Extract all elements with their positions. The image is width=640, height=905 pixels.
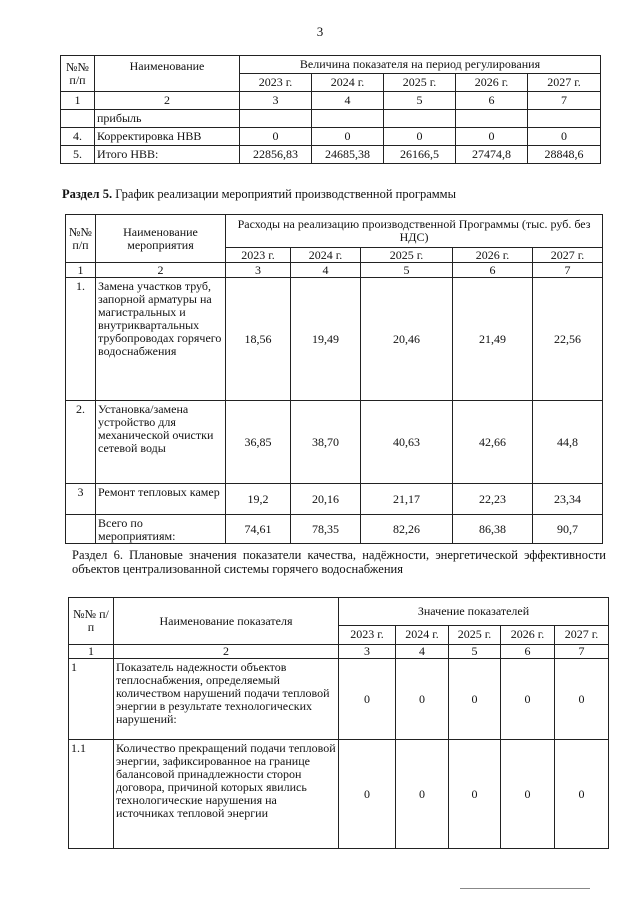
row-value: 0: [456, 128, 528, 146]
year-2026: 2026 г.: [456, 74, 528, 92]
col-number: 4: [396, 645, 449, 659]
row-value: [384, 110, 456, 128]
section-5-text: График реализации мероприятий производственной программы: [115, 187, 456, 201]
year-2027: 2027 г.: [528, 74, 601, 92]
header-values: Значение показателей: [339, 598, 609, 626]
header-period: Величина показателя на период регулирования: [240, 56, 601, 74]
row-value: 22856,83: [240, 146, 312, 164]
table-row: [66, 278, 603, 401]
table-row: [61, 110, 601, 128]
row-value: 24685,38: [312, 146, 384, 164]
row-value: 0: [240, 128, 312, 146]
row-number: 2.: [66, 401, 96, 484]
column-numbers-row: [69, 645, 609, 659]
col-number: 7: [528, 92, 601, 110]
year-2023: 2023 г.: [240, 74, 312, 92]
row-value: 90,7: [533, 515, 603, 544]
row-number: 3: [66, 484, 96, 515]
header-name: Наименование: [95, 56, 240, 92]
year-2025: 2025 г.: [361, 248, 453, 263]
year-2026: 2026 г.: [501, 625, 555, 644]
col-number: 7: [533, 263, 603, 278]
year-2025: 2025 г.: [449, 625, 501, 644]
row-name: Итого НВВ:: [95, 146, 240, 164]
col-number: 1: [69, 645, 114, 659]
col-number: 3: [226, 263, 291, 278]
table-row: [61, 128, 601, 146]
quality-indicators-table: [68, 597, 609, 849]
row-value: 0: [339, 740, 396, 849]
col-number: 4: [312, 92, 384, 110]
section-5-label: Раздел 5.: [62, 187, 113, 201]
regulation-values-table: [60, 55, 601, 164]
row-name: Показатель надежности объектов теплоснабжения, определяемый количеством нарушений подачи тепловой энергии в результате технологических нарушений:: [114, 659, 339, 740]
year-2026: 2026 г.: [453, 248, 533, 263]
row-value: 44,8: [533, 401, 603, 484]
year-2024: 2024 г.: [396, 625, 449, 644]
section-5-title: [62, 187, 622, 201]
row-value: 0: [449, 659, 501, 740]
row-value: 27474,8: [456, 146, 528, 164]
row-value: 42,66: [453, 401, 533, 484]
column-numbers-row: [66, 263, 603, 278]
col-number: 6: [456, 92, 528, 110]
row-number: 1.: [66, 278, 96, 401]
row-value: 0: [501, 659, 555, 740]
row-value: 19,2: [226, 484, 291, 515]
table-row-total: [61, 146, 601, 164]
col-number: 7: [555, 645, 609, 659]
row-number: 4.: [61, 128, 95, 146]
row-name: прибыль: [95, 110, 240, 128]
year-2025: 2025 г.: [384, 74, 456, 92]
row-value: 18,56: [226, 278, 291, 401]
row-value: 40,63: [361, 401, 453, 484]
row-value: 36,85: [226, 401, 291, 484]
row-number: [61, 110, 95, 128]
row-value: 21,49: [453, 278, 533, 401]
row-value: 86,38: [453, 515, 533, 544]
page-number: 3: [316, 24, 324, 39]
row-value: 0: [449, 740, 501, 849]
col-number: 3: [240, 92, 312, 110]
row-value: [240, 110, 312, 128]
row-value: 74,61: [226, 515, 291, 544]
row-value: 22,56: [533, 278, 603, 401]
year-2027: 2027 г.: [555, 625, 609, 644]
row-value: [312, 110, 384, 128]
col-number: 1: [61, 92, 95, 110]
col-number: 2: [95, 92, 240, 110]
row-value: 0: [384, 128, 456, 146]
row-value: 22,23: [453, 484, 533, 515]
header-number: №№ п/п: [61, 56, 95, 92]
row-value: 78,35: [291, 515, 361, 544]
row-value: 26166,5: [384, 146, 456, 164]
header-name: Наименование мероприятия: [96, 215, 226, 263]
row-value: 82,26: [361, 515, 453, 544]
header-number: №№ п/п: [69, 598, 114, 645]
row-value: 20,46: [361, 278, 453, 401]
row-value: 0: [396, 659, 449, 740]
row-value: 20,16: [291, 484, 361, 515]
row-value: 0: [555, 659, 609, 740]
row-value: 28848,6: [528, 146, 601, 164]
year-2024: 2024 г.: [312, 74, 384, 92]
col-number: 4: [291, 263, 361, 278]
year-2027: 2027 г.: [533, 248, 603, 263]
header-number: №№ п/п: [66, 215, 96, 263]
header-expenses: Расходы на реализацию производственной Программы (тыс. руб. без НДС): [226, 215, 603, 248]
col-number: 5: [384, 92, 456, 110]
column-numbers-row: [61, 92, 601, 110]
row-name: Количество прекращений подачи тепловой энергии, зафиксированное на границе балансовой принадлежности сторон договора, причиной которых явились технологические нарушения на источниках тепловой энергии: [114, 740, 339, 849]
year-2024: 2024 г.: [291, 248, 361, 263]
col-number: 5: [449, 645, 501, 659]
row-value: [528, 110, 601, 128]
row-value: 0: [555, 740, 609, 849]
row-value: 0: [312, 128, 384, 146]
row-value: 21,17: [361, 484, 453, 515]
table-row: [66, 401, 603, 484]
row-value: [456, 110, 528, 128]
row-value: 38,70: [291, 401, 361, 484]
table-row: [66, 484, 603, 515]
program-schedule-table: [65, 214, 603, 544]
row-value: 0: [528, 128, 601, 146]
year-2023: 2023 г.: [339, 625, 396, 644]
col-number: 2: [114, 645, 339, 659]
col-number: 6: [501, 645, 555, 659]
row-number: 5.: [61, 146, 95, 164]
table-row: [69, 659, 609, 740]
table-row-total: [66, 515, 603, 544]
row-number: [66, 515, 96, 544]
row-name: Корректировка НВВ: [95, 128, 240, 146]
row-number: 1: [69, 659, 114, 740]
row-name: Всего по мероприятиям:: [96, 515, 226, 544]
col-number: 3: [339, 645, 396, 659]
footer-divider: [460, 888, 590, 889]
col-number: 2: [96, 263, 226, 278]
section-6-title: Раздел 6. Плановые значения показатели качества, надёжности, энергетической эффективности объектов централизованной системы горячего водоснабжения: [72, 548, 606, 576]
col-number: 6: [453, 263, 533, 278]
row-value: 23,34: [533, 484, 603, 515]
row-value: 0: [396, 740, 449, 849]
row-value: 0: [501, 740, 555, 849]
row-value: 19,49: [291, 278, 361, 401]
header-name: Наименование показателя: [114, 598, 339, 645]
row-number: 1.1: [69, 740, 114, 849]
row-value: 0: [339, 659, 396, 740]
col-number: 1: [66, 263, 96, 278]
col-number: 5: [361, 263, 453, 278]
row-name: Замена участков труб, запорной арматуры на магистральных и внутриквартальных трубопроводах горячего водоснабжения: [96, 278, 226, 401]
row-name: Ремонт тепловых камер: [96, 484, 226, 515]
year-2023: 2023 г.: [226, 248, 291, 263]
table-row: [69, 740, 609, 849]
row-name: Установка/замена устройство для механической очистки сетевой воды: [96, 401, 226, 484]
